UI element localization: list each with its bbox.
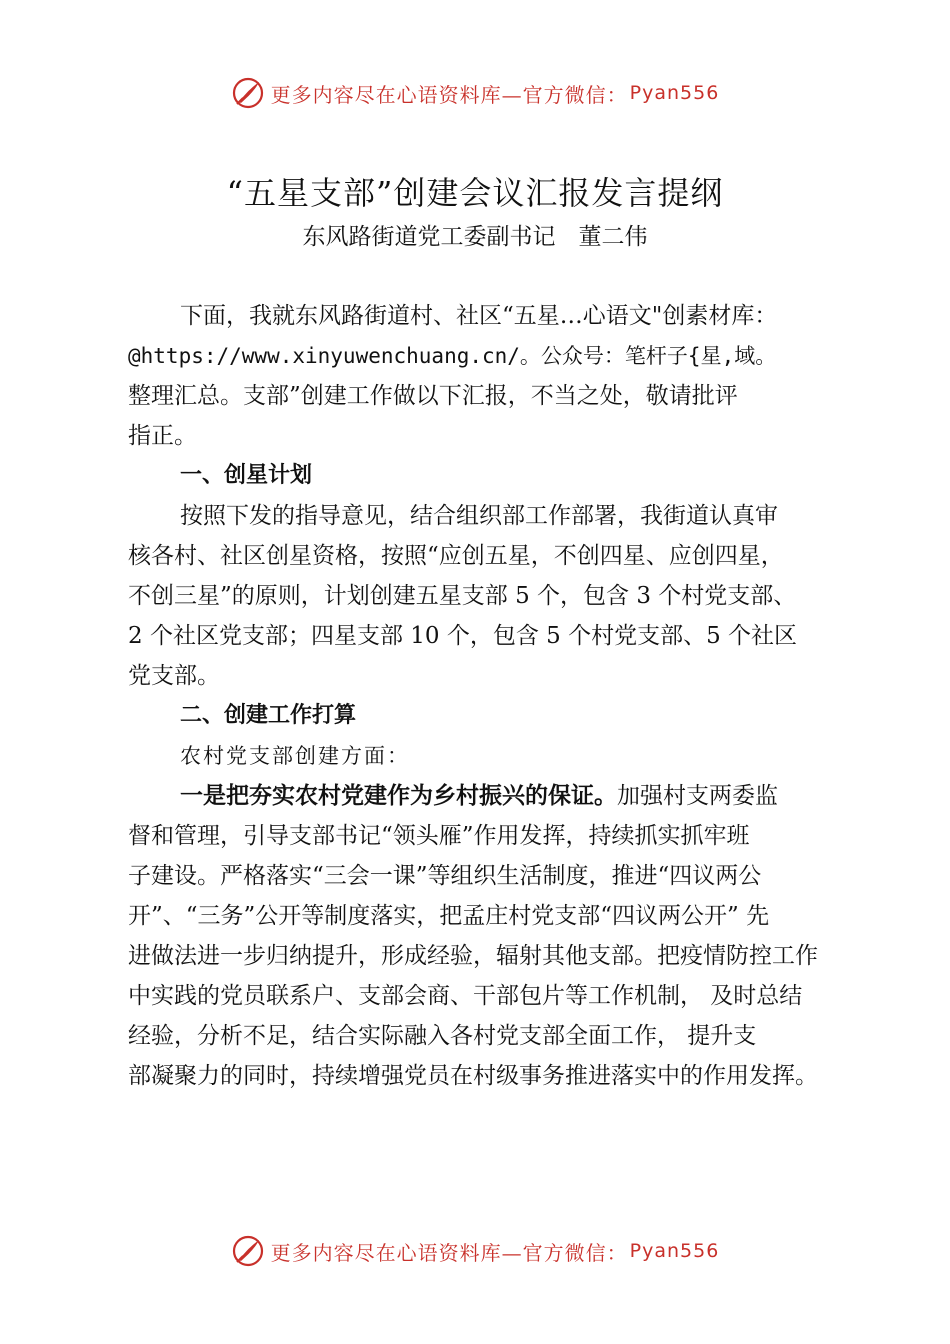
point1-line-3: 子建设。严格落实“三会一课”等组织生活制度，推进“四议两公 bbox=[128, 863, 762, 889]
watermark-id: Pyan556 bbox=[629, 82, 720, 104]
intro-line-2: @https://www.xinyuwenchuang.cn/。公众号：笔杆子{星,域。 bbox=[128, 344, 777, 368]
point1-line-2: 督和管理，引导支部书记“领头雁”作用发挥，持续抓实抓牢班 bbox=[128, 823, 750, 849]
watermark-top bbox=[0, 76, 950, 110]
quill-logo-icon bbox=[231, 1234, 265, 1268]
watermark-text: 更多内容尽在心语资料库—官方微信： bbox=[270, 82, 628, 107]
point1-line-8: 部凝聚力的同时，持续增强党员在村级事务推进落实中的作用发挥。 bbox=[128, 1063, 818, 1089]
point1-line-6: 中实践的党员联系户、支部会商、干部包片等工作机制， 及时总结 bbox=[128, 983, 803, 1009]
intro-line-3: 整理汇总。支部”创建工作做以下汇报，不当之处，敬请批评 bbox=[128, 383, 738, 409]
point1-lead: 一是把夯实农村党建作为乡村振兴的保证。 bbox=[180, 783, 617, 809]
point1-line-7: 经验，分析不足，结合实际融入各村党支部全面工作， 提升支 bbox=[128, 1023, 757, 1049]
point1-line-1 bbox=[128, 776, 848, 816]
section1-line-1: 按照下发的指导意见，结合组织部工作部署，我街道认真审 bbox=[180, 503, 778, 529]
point1-rest: 加强村支两委监 bbox=[617, 783, 778, 809]
section1-line-3: 不创三星”的原则，计划创建五星支部 5 个，包含 3 个村党支部、 bbox=[128, 583, 797, 609]
quill-logo-icon bbox=[231, 76, 265, 110]
document-body bbox=[128, 296, 848, 1096]
page-subtitle: 东风路街道党工委副书记 董二伟 bbox=[302, 224, 648, 250]
section1-line-2: 核各村、社区创星资格，按照“应创五星，不创四星、应创四星， bbox=[128, 543, 784, 569]
section-heading-1: 一、创星计划 bbox=[180, 463, 313, 488]
sub-caption: 农村党支部创建方面： bbox=[180, 744, 410, 768]
point1-line-4: 开”、“三务”公开等制度落实，把孟庄村党支部“四议两公开” 先 bbox=[128, 903, 770, 929]
watermark-text: 更多内容尽在心语资料库—官方微信： bbox=[270, 1240, 628, 1265]
section1-line-4: 2 个社区党支部；四星支部 10 个，包含 5 个村党支部、5 个社区 bbox=[128, 623, 798, 649]
intro-line-4: 指正。 bbox=[128, 423, 197, 449]
section1-line-5: 党支部。 bbox=[128, 663, 220, 689]
watermark-id: Pyan556 bbox=[629, 1240, 720, 1262]
point1-line-5: 进做法进一步归纳提升，形成经验，辐射其他支部。把疫情防控工作 bbox=[128, 943, 818, 969]
page-title: “五星支部”创建会议汇报发言提纲 bbox=[226, 174, 724, 212]
section-heading-2: 二、创建工作打算 bbox=[180, 703, 357, 728]
watermark-bottom bbox=[0, 1234, 950, 1268]
intro-line-1: 下面，我就东风路街道村、社区“五星…心语文"创素材库： bbox=[180, 303, 778, 329]
